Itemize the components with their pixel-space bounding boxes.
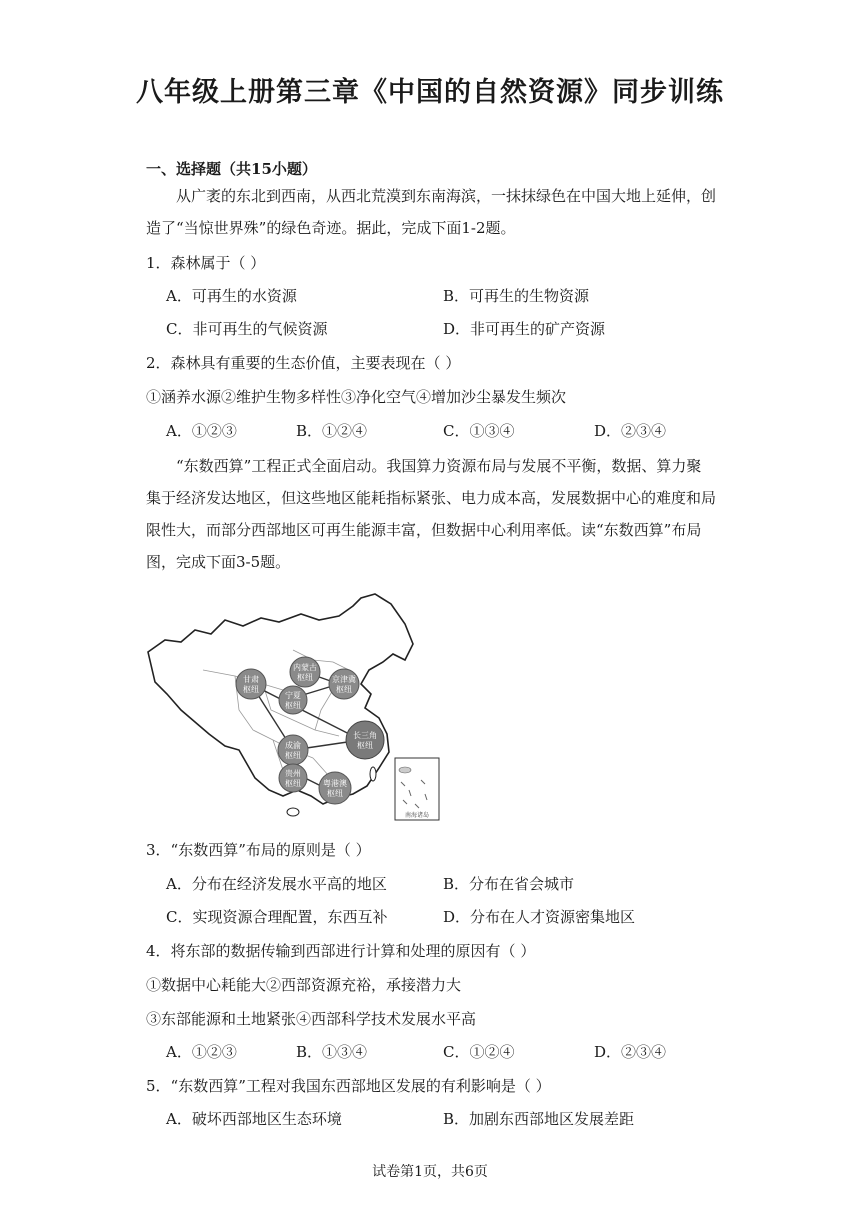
hub-yangtze-delta	[346, 721, 384, 759]
q1-option-a[interactable]: A．可再生的水资源	[166, 287, 297, 305]
south-china-sea-inset	[395, 758, 439, 820]
question-2-items: ①涵养水源②维护生物多样性③净化空气④增加沙尘暴发生频次	[146, 388, 567, 406]
hub-inner-mongolia	[290, 657, 320, 687]
q4-option-a[interactable]: A．①②③	[166, 1043, 237, 1061]
q3-option-c[interactable]: C．实现资源合理配置，东西互补	[166, 908, 388, 926]
east-data-west-computing-map	[143, 590, 443, 822]
question-4-items-1: ①数据中心耗能大②西部资源充裕，承接潜力大	[146, 976, 462, 994]
q5-option-b[interactable]: B．加剧东西部地区发展差距	[443, 1110, 635, 1128]
svg-text:南海诸岛: 南海诸岛	[404, 812, 430, 819]
passage-1: 从广袤的东北到西南，从西北荒漠到东南海滨，一抹抹绿色在中国大地上延伸，创造了“当惊世界殊”的绿色奇迹。据此，完成下面1-2题。	[146, 187, 717, 237]
question-4-items-2: ③东部能源和土地紧张④西部科学技术发展水平高	[146, 1010, 477, 1028]
question-3-stem: 3．“东数西算”布局的原则是（ ）	[146, 841, 371, 859]
svg-text:内蒙古: 内蒙古	[293, 663, 317, 672]
svg-text:枢纽: 枢纽	[357, 741, 373, 750]
question-4-stem: 4．将东部的数据传输到西部进行计算和处理的原因有（ ）	[146, 942, 536, 960]
q5-option-a[interactable]: A．破坏西部地区生态环境	[166, 1110, 342, 1128]
hub-jingjinji	[329, 669, 359, 699]
svg-text:宁夏: 宁夏	[285, 691, 301, 700]
passage-2: “东数西算”工程正式全面启动。我国算力资源布局与发展不平衡，数据、算力聚集于经济发达地区，但这些地区能耗指标紧张、电力成本高，发展数据中心的难度和局限性大，而部分西部地区可再生能源丰富，但数据中心利用率低。读“东数西算”布局图，完成下面3-5题。	[146, 457, 717, 571]
question-1-stem: 1．森林属于（ ）	[146, 254, 266, 272]
q1-option-d[interactable]: D．非可再生的矿产资源	[443, 320, 606, 338]
hub-guangdong-hk-macao	[319, 772, 351, 804]
q2-option-d[interactable]: D．②③④	[594, 422, 667, 440]
svg-text:京津冀: 京津冀	[332, 675, 356, 684]
q4-option-c[interactable]: C．①②④	[443, 1043, 515, 1061]
q1-option-c[interactable]: C．非可再生的气候资源	[166, 320, 328, 338]
q3-option-b[interactable]: B．分布在省会城市	[443, 875, 575, 893]
svg-text:枢纽: 枢纽	[285, 779, 301, 788]
svg-text:粤港澳: 粤港澳	[323, 779, 347, 788]
hub-chengyu	[278, 735, 308, 765]
svg-text:枢纽: 枢纽	[327, 789, 343, 798]
svg-text:枢纽: 枢纽	[243, 685, 259, 694]
svg-text:长三角: 长三角	[353, 731, 377, 740]
section-heading: 一、选择题（共15小题）	[146, 160, 317, 178]
q3-option-a[interactable]: A．分布在经济发展水平高的地区	[166, 875, 387, 893]
svg-text:枢纽: 枢纽	[336, 685, 352, 694]
question-5-stem: 5．“东数西算”工程对我国东西部地区发展的有利影响是（ ）	[146, 1077, 551, 1095]
svg-text:枢纽: 枢纽	[285, 751, 301, 760]
svg-text:枢纽: 枢纽	[297, 673, 313, 682]
hub-guizhou	[279, 764, 307, 792]
q2-option-c[interactable]: C．①③④	[443, 422, 515, 440]
svg-text:成渝: 成渝	[285, 741, 301, 750]
svg-text:枢纽: 枢纽	[285, 701, 301, 710]
q1-option-b[interactable]: B．可再生的生物资源	[443, 287, 590, 305]
page-title: 八年级上册第三章《中国的自然资源》同步训练	[136, 77, 724, 108]
q2-option-a[interactable]: A．①②③	[166, 422, 237, 440]
svg-text:贵州: 贵州	[285, 769, 301, 778]
hub-ningxia	[279, 686, 307, 714]
q4-option-d[interactable]: D．②③④	[594, 1043, 667, 1061]
q4-option-b[interactable]: B．①③④	[296, 1043, 368, 1061]
q3-option-d[interactable]: D．分布在人才资源密集地区	[443, 908, 636, 926]
svg-text:甘肃: 甘肃	[243, 675, 259, 684]
q2-option-b[interactable]: B．①②④	[296, 422, 368, 440]
page-footer: 试卷第1页，共6页	[372, 1164, 488, 1180]
hub-gansu	[236, 669, 266, 699]
question-2-stem: 2．森林具有重要的生态价值，主要表现在（ ）	[146, 354, 461, 372]
